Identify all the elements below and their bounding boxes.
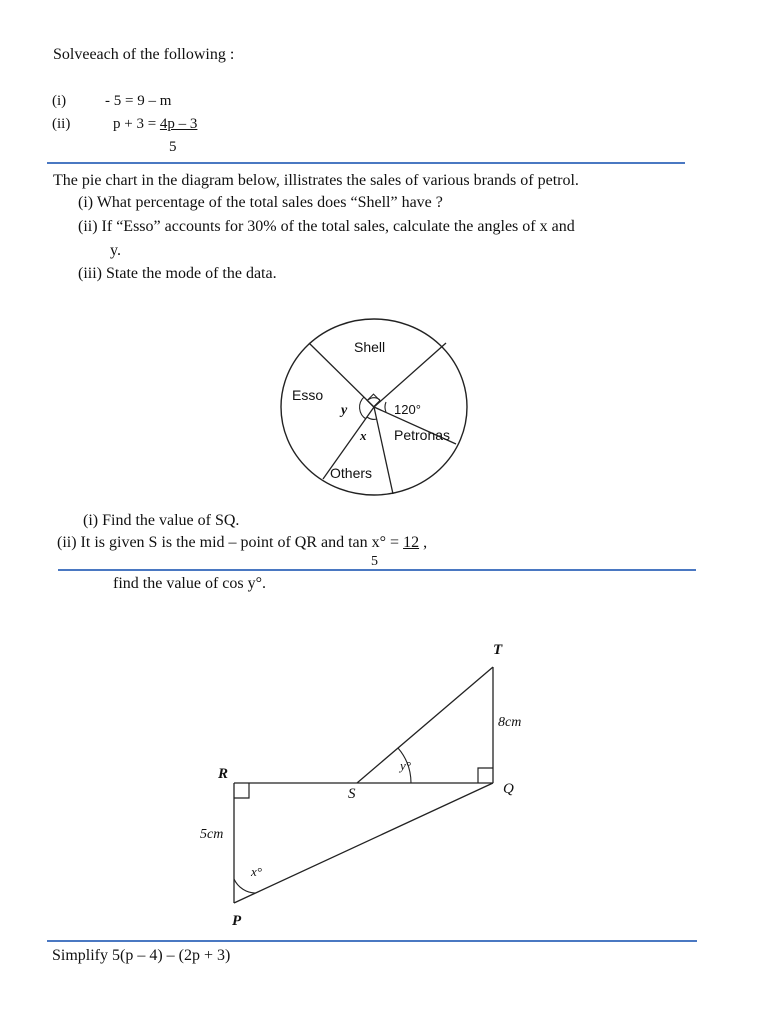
equation: - 5 = 9 – m [105, 93, 172, 109]
fraction-denominator: 5 [169, 139, 177, 155]
item-label: (i) [52, 93, 67, 109]
equation [113, 116, 197, 133]
pie-label-petronas: Petronas [394, 427, 451, 443]
equation-prefix: p + 3 = [113, 116, 160, 132]
geometry-diagram [200, 630, 560, 935]
simplify-question: Simplify 5(p – 4) – (2p + 3) [52, 947, 231, 964]
pie-label-esso: Esso [292, 387, 324, 403]
pie-chart [276, 316, 472, 502]
segment-PQ [234, 783, 493, 903]
angle-label-x: x° [251, 864, 262, 879]
pie-label-others: Others [330, 465, 373, 481]
length-label-TQ: 8cm [498, 715, 522, 730]
section-divider [47, 162, 685, 164]
point-label-Q: Q [503, 781, 514, 797]
question-text: (ii) It is given S is the mid – point of QR and tan x° = [57, 534, 404, 551]
right-angle-marker-R [234, 783, 249, 798]
pie-label-shell: Shell [354, 339, 386, 355]
section-divider [47, 940, 697, 942]
angle-arc-y [360, 397, 366, 419]
question: (i) Find the value of SQ. [83, 512, 240, 529]
question: (ii) If “Esso” accounts for 30% of the total sales, calculate the angles of x and [78, 218, 575, 235]
right-angle-marker-Q [478, 768, 493, 783]
question: (i) What percentage of the total sales does “Shell” have ? [78, 194, 443, 211]
question-text: , [419, 534, 428, 551]
point-label-S: S [348, 786, 356, 802]
point-label-P: P [232, 913, 242, 929]
angle-label-x: x [360, 428, 367, 443]
pie-divider [374, 407, 393, 494]
angle-label-y: y° [400, 758, 411, 773]
fraction-denominator: 5 [371, 554, 378, 569]
question: (iii) State the mode of the data. [78, 265, 277, 282]
angle-arc-120 [385, 402, 386, 412]
right-angle-marker [367, 394, 380, 407]
angle-label-y: y [341, 403, 348, 418]
angle-arc-x [234, 879, 256, 893]
section-divider [58, 569, 696, 571]
question: find the value of cos y°. [113, 575, 267, 592]
question [57, 534, 427, 552]
segment-ST [357, 667, 493, 783]
point-label-T: T [493, 642, 503, 658]
length-label-RP: 5cm [200, 827, 224, 842]
fraction-numerator: 4p – 3 [159, 116, 198, 132]
item-label: (ii) [52, 116, 71, 132]
question-continuation: y. [110, 242, 121, 259]
section2-heading: The pie chart in the diagram below, illistrates the sales of various brands of petrol. [53, 172, 579, 189]
angle-arc-x [367, 417, 377, 419]
angle-label-120: 120° [394, 402, 421, 417]
fraction-numerator: 12 [403, 534, 420, 551]
point-label-R: R [218, 766, 229, 782]
section1-heading: Solveeach of the following : [53, 46, 235, 63]
